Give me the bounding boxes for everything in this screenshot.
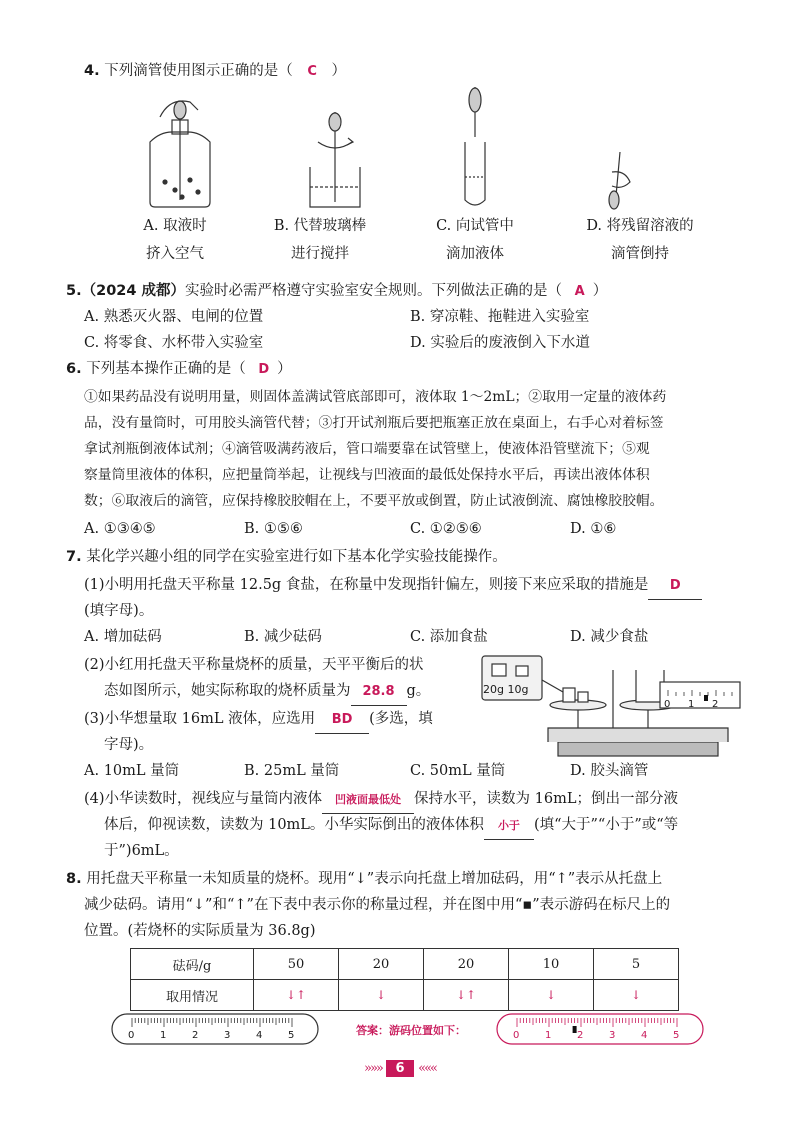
q5-options-row2 [84, 330, 744, 356]
q7-part1-option-d: D. 减少食盐 [570, 629, 649, 645]
q6-number: 6. [66, 361, 82, 377]
q6-stem-text: 下列基本操作正确的是（ [86, 361, 246, 377]
q5-source: （2024 成都） [81, 283, 186, 299]
q7-part3-option-b: B. 25mL 量筒 [244, 763, 340, 779]
q7-part4-text4: (填“大于”“小于”或“等 [533, 817, 679, 833]
q5-option-c: C. 将零食、水杯带入实验室 [84, 335, 264, 351]
q5-option-d: D. 实验后的废液倒入下水道 [410, 335, 590, 351]
q8-stem-line-1 [66, 866, 726, 892]
ruler-tick-label: 3 [224, 1030, 231, 1041]
ruler-tick-label: 4 [256, 1030, 263, 1041]
ruler-tick-label: 0 [128, 1030, 135, 1041]
q4-option-c [400, 212, 550, 268]
balance-rider [704, 695, 708, 701]
q7-stem [66, 544, 726, 570]
q5-option-b: B. 穿凉鞋、拖鞋进入实验室 [410, 309, 590, 325]
q7-part2-text: (2)小红用托盘天平称量烧杯的质量，天平平衡后的状 [84, 657, 424, 673]
ruler-tick-label: 2 [577, 1030, 584, 1041]
q4-option-d-l2: 滴管倒持 [611, 246, 669, 262]
q7-part3-text2: (多选，填 [369, 711, 433, 727]
chevrons-right-icon: ««« [418, 1061, 436, 1076]
q8-weights-table [130, 948, 679, 1011]
ruler-tick-label: 5 [673, 1030, 680, 1041]
q5-number: 5. [66, 283, 82, 299]
balance-weight-10g: 10g [507, 683, 529, 696]
q8-ruler-blank-labels [110, 1030, 320, 1044]
ruler-tick-label: 5 [288, 1030, 295, 1041]
q6-option-c: C. ①②⑤⑥ [410, 521, 482, 537]
q4-close: ） [331, 63, 346, 79]
ruler-tick-label: 1 [545, 1030, 552, 1041]
q4-fig-d [609, 152, 630, 209]
q7-part1-option-c: C. 添加食盐 [410, 629, 488, 645]
table-cell-usage: ↓↑ [254, 980, 339, 1011]
q4-stem-text: 下列滴管使用图示正确的是（ [104, 63, 293, 79]
q7-part3-options [84, 758, 744, 784]
q6-body-line-3: 拿试剂瓶倒液体试剂；④滴管吸满药液后，管口端要靠在试管壁上，使液体沿管壁流下；⑤观 [84, 441, 650, 457]
q4-option-a-l2: 挤入空气 [146, 246, 204, 262]
q7-part4-answer2: 小于 [484, 813, 534, 840]
q4-option-a-l1: A. 取液时 [143, 218, 207, 234]
q4-option-c-l2: 滴加液体 [446, 246, 504, 262]
q7-part3-option-d: D. 胶头滴管 [570, 763, 649, 779]
q4-number: 4. [84, 63, 100, 79]
ruler-tick-label: 1 [160, 1030, 167, 1041]
q7-part1 [84, 572, 744, 600]
q7-number: 7. [66, 549, 82, 565]
q7-stem-text: 某化学兴趣小组的同学在实验室进行如下基本化学实验技能操作。 [86, 549, 507, 565]
table-cell-usage: ↓ [339, 980, 424, 1011]
q6-answer: D [258, 362, 270, 377]
q7-part4-text3: 体后，仰视读数，读数为 10mL。小华实际倒出的液体体积 [104, 817, 484, 833]
q4-answer: C [307, 64, 317, 79]
table-row [131, 980, 679, 1011]
q6-body-line-1: ①如果药品没有说明用量，则固体盖满试管底部即可，液体取 1～2mL；②取用一定量的液体药 [84, 389, 667, 405]
ruler-tick-label: 2 [192, 1030, 199, 1041]
table-cell-weight: 10 [509, 949, 594, 980]
q4-option-b-l2: 进行搅拌 [291, 246, 349, 262]
q4-fig-a [150, 101, 210, 207]
q7-part3-text3: 字母)。 [104, 737, 154, 753]
q6-option-d: D. ①⑥ [570, 521, 617, 537]
q7-part3-option-a: A. 10mL 量筒 [84, 763, 180, 779]
q6-close: ） [277, 361, 292, 377]
q8-ruler-answer-labels [495, 1030, 705, 1044]
q4-stem [84, 58, 744, 85]
q8-text-1: 用托盘天平称量一未知质量的烧杯。现用“↓”表示向托盘上增加砝码，用“↑”表示从托盘上 [86, 871, 663, 887]
q7-part3-text: (3)小华想量取 16mL 液体，应选用 [84, 711, 316, 727]
ruler-tick-label: 0 [513, 1030, 520, 1041]
table-head-usage: 取用情况 [131, 980, 254, 1011]
table-cell-weight: 20 [424, 949, 509, 980]
q5-option-a: A. 熟悉灭火器、电闸的位置 [84, 309, 264, 325]
q6-body-line-4: 察量筒里液体的体积，应把量筒举起，让视线与凹液面的最低处保持水平后，再读出液体体积 [84, 467, 650, 483]
q5-stem-text: 实验时必需严格遵守实验室安全规则。下列做法正确的是（ [185, 283, 563, 299]
page-number: 6 [386, 1060, 413, 1077]
q5-stem [66, 278, 726, 305]
balance-weights-labels [483, 683, 528, 696]
table-cell-usage: ↓ [509, 980, 594, 1011]
table-cell-usage: ↓ [594, 980, 679, 1011]
q5-close: ） [592, 283, 608, 299]
q5-options-row1 [84, 304, 744, 330]
q7-part1-option-a: A. 增加砝码 [84, 629, 162, 645]
q4-illustrations [120, 82, 720, 212]
q6-options [84, 516, 744, 542]
q6-option-a: A. ①③④⑤ [84, 521, 156, 537]
q6-body-line-2: 品，没有量筒时，可用胶头滴管代替；③打开试剂瓶后要把瓶塞正放在桌面上，右手心对着标签 [84, 415, 664, 431]
page-footer [340, 1060, 460, 1077]
q4-fig-c [465, 87, 485, 205]
q7-part1-option-b: B. 减少砝码 [244, 629, 322, 645]
q7-part4 [84, 786, 744, 814]
q8-number: 8. [66, 871, 82, 887]
q5-answer: A [574, 284, 585, 299]
q7-part1-text2: (填字母)。 [84, 603, 154, 619]
ruler-tick-label: 3 [609, 1030, 616, 1041]
balance-weight-20g: 20g [483, 683, 504, 696]
q7-part3-line2 [84, 732, 474, 758]
q7-part4-text: (4)小华读数时，视线应与量筒内液体 [84, 791, 323, 807]
q7-part1-text: (1)小明用托盘天平称量 12.5g 食盐，在称量中发现指针偏左，则接下来应采取的措施是 [84, 577, 649, 593]
q7-part1-options [84, 624, 744, 650]
table-cell-weight: 20 [339, 949, 424, 980]
q6-body-line-5: 数；⑥取液后的滴管，应保持橡胶胶帽在上，不要平放或倒置，防止试液倒流、腐蚀橡胶胶帽。 [84, 493, 664, 509]
balance-tick-1: 1 [688, 699, 695, 710]
balance-tick-0: 0 [664, 699, 671, 710]
chevrons-left-icon: »»» [363, 1061, 382, 1076]
q4-fig-b [310, 112, 360, 207]
q8-text-3: 位置。(若烧杯的实际质量为 36.8g) [84, 923, 316, 939]
q7-part2-answer: 28.8 [351, 679, 407, 706]
table-cell-weight: 50 [254, 949, 339, 980]
table-cell-usage: ↓↑ [424, 980, 509, 1011]
q8-text-2: 减少砝码。请用“↓”和“↑”在下表中表示你的称量过程，并在图中用“▪”表示游码在标尺上的 [84, 897, 671, 913]
q7-part3-option-c: C. 50mL 量筒 [410, 763, 506, 779]
q7-part2-unit: g。 [406, 683, 431, 699]
table-cell-weight: 5 [594, 949, 679, 980]
q6-stem [66, 356, 726, 383]
q7-part4-line2 [84, 812, 744, 840]
q4-option-b-l1: B. 代替玻璃棒 [273, 218, 367, 234]
q4-option-c-l1: C. 向试管中 [436, 218, 514, 234]
q7-part4-answer: 凹液面最低处 [322, 787, 414, 814]
ruler-tick-label: 4 [641, 1030, 648, 1041]
q7-part4-line3 [84, 838, 744, 864]
q7-part3 [84, 706, 474, 734]
q7-part1-answer: D [648, 573, 702, 600]
q8-answer-label: 答案：游码位置如下： [356, 1024, 466, 1037]
q7-part4-text5: 于”)6mL。 [104, 843, 179, 859]
table-head-weights: 砝码/g [131, 949, 254, 980]
q7-part4-text2: 保持水平，读数为 16mL；倒出一部分液 [414, 791, 678, 807]
balance-illustration [478, 650, 748, 760]
q7-part2-text2 [84, 678, 474, 706]
q4-option-d [555, 212, 725, 268]
q6-option-b: B. ①⑤⑥ [244, 521, 303, 537]
q7-part2-text2a: 态如图所示，她实际称取的烧杯质量为 [104, 683, 351, 699]
q4-option-d-l1: D. 将残留溶液的 [586, 218, 694, 234]
table-row [131, 949, 679, 980]
balance-tick-2: 2 [712, 699, 719, 710]
q4-option-a [100, 212, 250, 268]
q7-part3-answer: BD [315, 707, 369, 734]
q4-option-b [245, 212, 395, 268]
